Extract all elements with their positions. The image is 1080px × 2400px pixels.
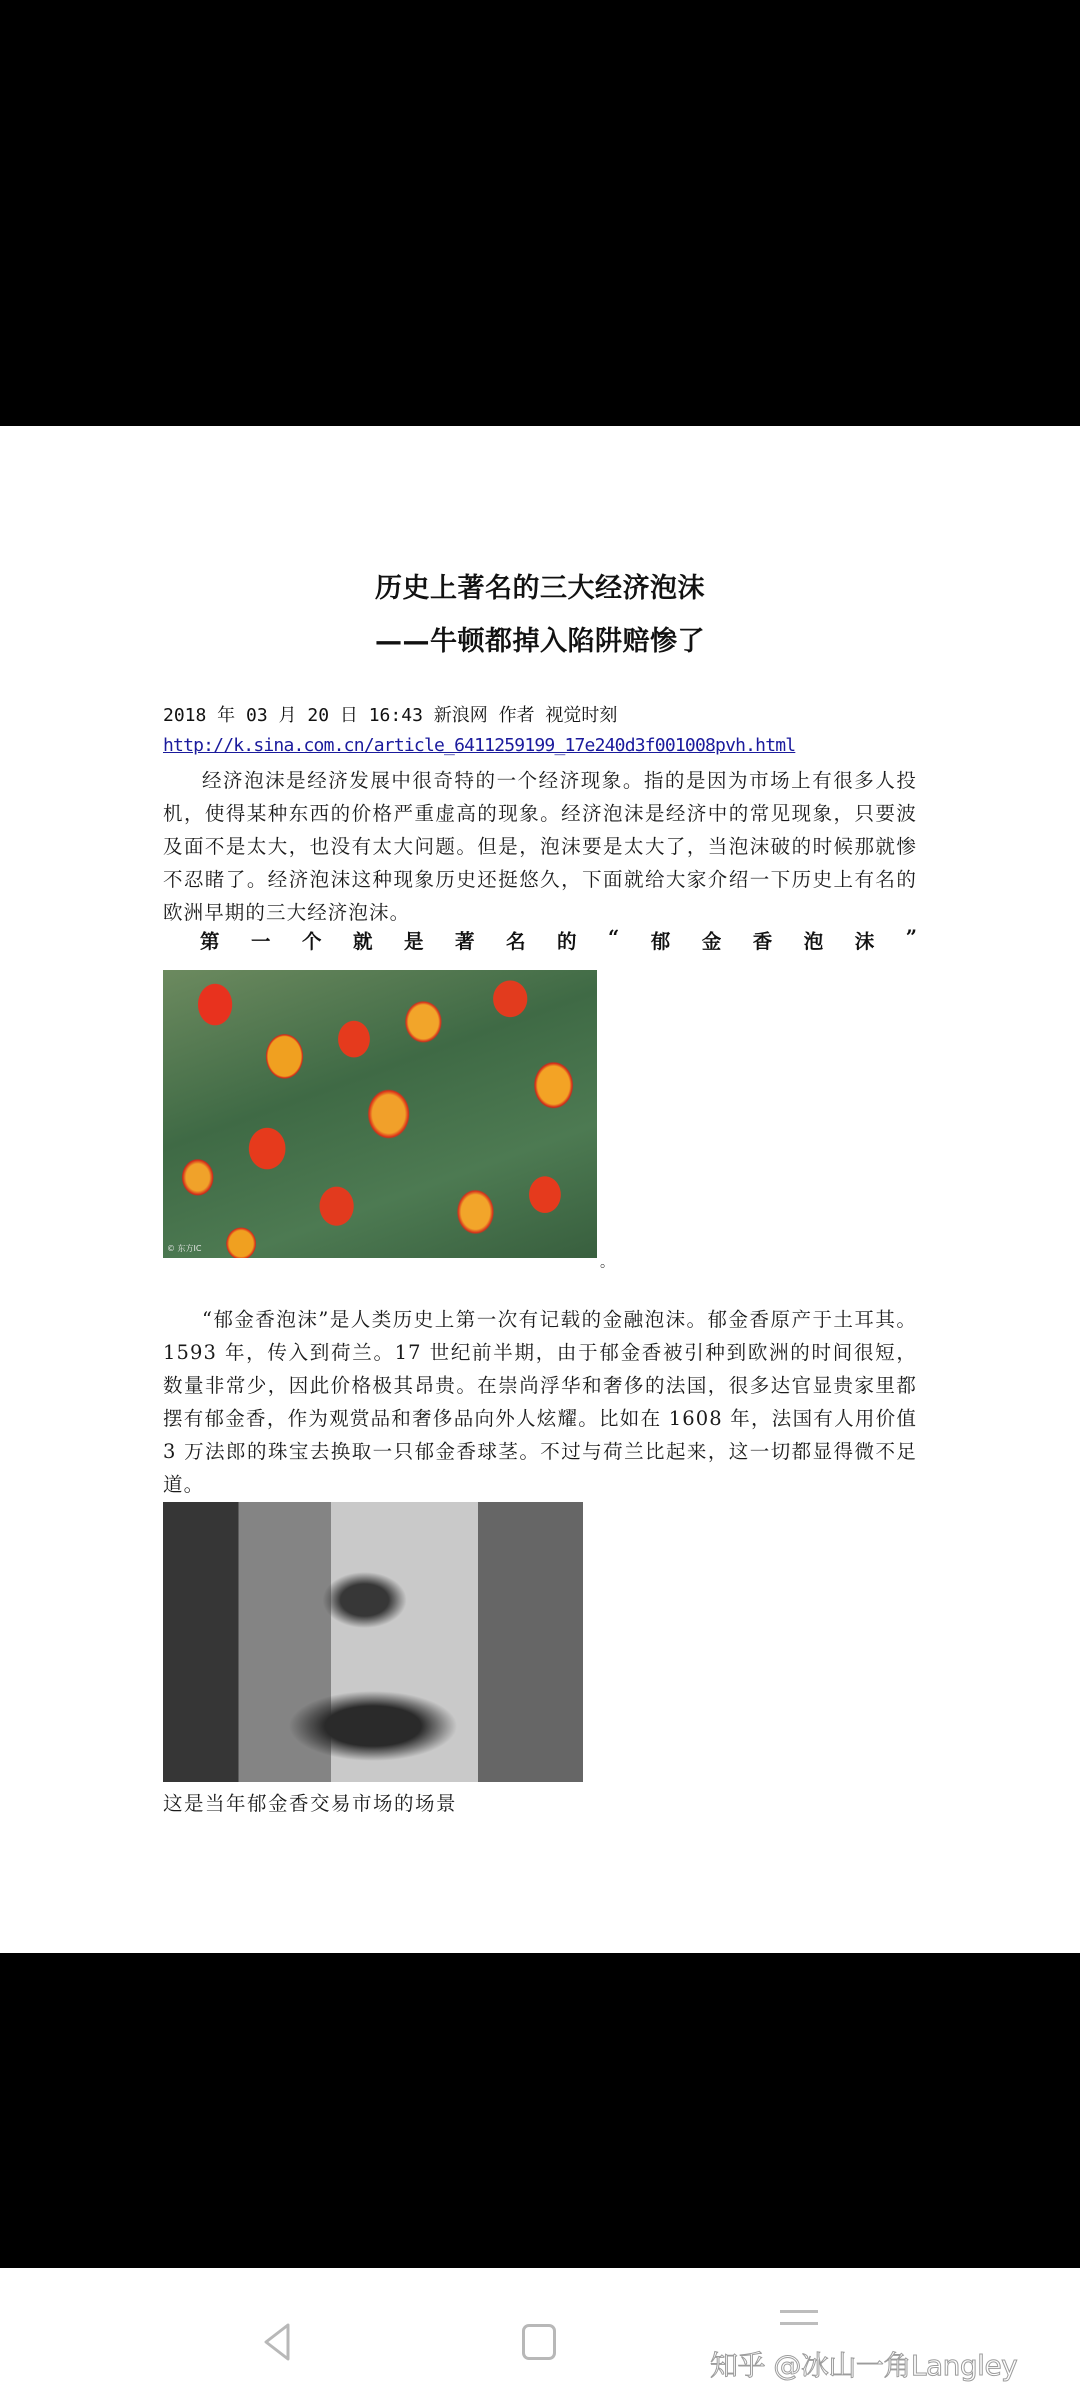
heading-char: 香: [752, 930, 773, 953]
intro-paragraph: 经济泡沫是经济发展中很奇特的一个经济现象。指的是因为市场上有很多人投机，使得某种东西的价格严重虚高的现象。经济泡沫是经济中的常见现象，只要波及面不是太大，也没有太大问题。但是，泡沫要是太大了，当泡沫破的时候那就惨不忍睹了。经济泡沫这种现象历史还挺悠久，下面就给大家介绍一下历史上有名的欧洲早期的三大经济泡沫。: [163, 769, 917, 924]
menu-icon: [780, 2310, 818, 2313]
tulip-paragraph: “郁金香泡沫”是人类历史上第一次有记载的金融泡沫。郁金香原产于土耳其。1593 年，传入到荷兰。17 世纪前半期，由于郁金香被引种到欧洲的时间很短，数量非常少，因此价格极其昂贵。在崇尚浮华和奢侈的法国，很多达官显贵家里都摆有郁金香，作为观赏品和奢侈品向外人炫耀。比如在 1608 年，法国有人用价值 3 万法郎的珠宝去换取一只郁金香球茎。不过与荷兰比起来，这一切都显得微不足道。: [163, 1308, 917, 1496]
article-meta: 2018 年 03 月 20 日 16:43 新浪网 作者 视觉时刻: [163, 705, 618, 726]
heading-char: “: [608, 926, 620, 949]
heading-char: ”: [905, 926, 917, 949]
source-link[interactable]: http://k.sina.com.cn/article_6411259199_17e240d3f001008pvh.html: [163, 735, 796, 756]
image-caption: 这是当年郁金香交易市场的场景: [163, 1792, 458, 1815]
article-subtitle: ——牛顿都掉入陷阱赔惨了: [375, 626, 705, 657]
recents-button[interactable]: [780, 2310, 818, 2338]
heading-char: 著: [455, 930, 475, 953]
home-button[interactable]: [522, 2324, 556, 2360]
heading-char: 泡: [803, 930, 824, 953]
heading-char: 是: [404, 930, 424, 953]
back-button[interactable]: [262, 2322, 292, 2362]
heading-char: 沫: [854, 930, 875, 953]
heading-char: 个: [302, 930, 322, 953]
section-heading: [200, 926, 917, 954]
article-title: 历史上著名的三大经济泡沫: [375, 573, 705, 604]
market-engraving-image: [163, 1502, 583, 1782]
top-letterbox: [0, 0, 1080, 426]
document-page[interactable]: [0, 426, 1080, 1953]
heading-char: 名: [506, 930, 526, 953]
photo-credit: © 东方IC: [167, 1244, 202, 1253]
heading-char: 一: [251, 930, 271, 953]
zhihu-watermark: 知乎 @冰山一角Langley: [710, 2349, 1018, 2382]
heading-char: 的: [557, 930, 577, 953]
bottom-letterbox: [0, 1953, 1080, 2268]
trailing-period: 。: [600, 1255, 614, 1271]
back-icon: [262, 2322, 292, 2362]
heading-char: 第: [200, 930, 220, 953]
heading-char: 就: [353, 930, 373, 953]
system-nav-bar: [0, 2268, 1080, 2400]
heading-char: 郁: [650, 930, 671, 953]
tulip-photo: [163, 970, 597, 1258]
heading-char: 金: [701, 930, 722, 953]
